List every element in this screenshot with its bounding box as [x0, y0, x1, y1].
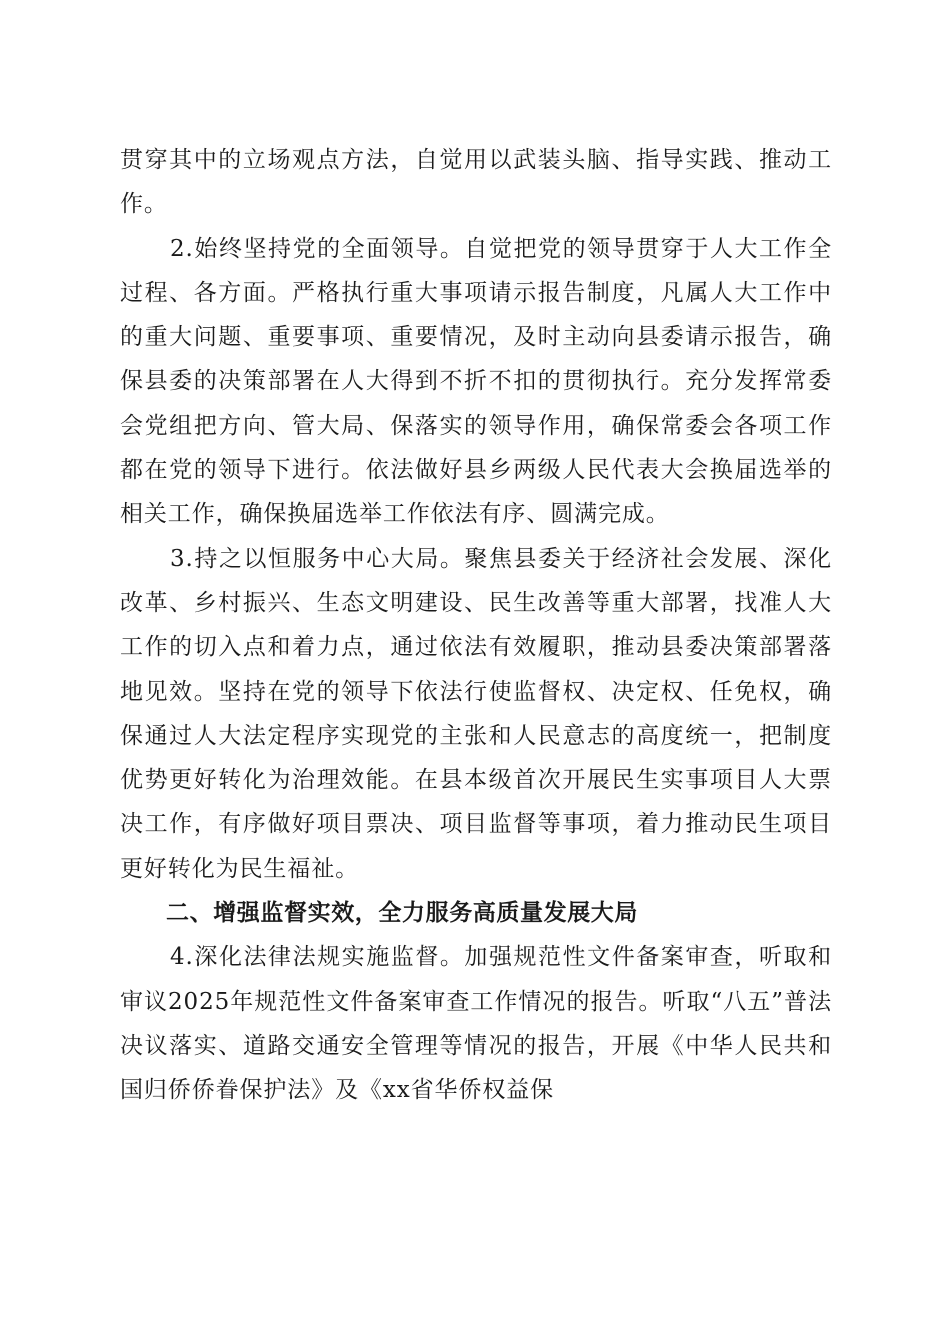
paragraph-item-3-serve-central-tasks: 3.持之以恒服务中心大局。聚焦县委关于经济社会发展、深化改革、乡村振兴、生态文明建设、民生改善等重大部署，找准人大工作的切入点和着力点，通过依法有效履职，推动县委决策部署落地见效。坚持在党的领导下依法行使监督权、决定权、任免权，确保通过人大法定程序实现党的主张和人民意志的高度统一，把制度优势更好转化为治理效能。在县本级首次开展民生实事项目人大票决工作，有序做好项目票决、项目监督等事项，着力推动民生项目更好转化为民生福祉。 [120, 545, 832, 882]
paragraph-item-2-party-leadership: 2.始终坚持党的全面领导。自觉把党的领导贯穿于人大工作全过程、各方面。严格执行重大事项请示报告制度，凡属人大工作中的重大问题、重要事项、重要情况，及时主动向县委请示报告，确保县委的决策部署在人大得到不折不扣的贯彻执行。充分发挥常委会党组把方向、管大局、保落实的领导作用，确保常委会各项工作都在党的领导下进行。依法做好县乡两级人民代表大会换届选举的相关工作，确保换届选举工作依法有序、圆满完成。 [120, 235, 832, 528]
document-body [120, 138, 832, 1113]
section-heading-2: 二、增强监督实效，全力服务高质量发展大局 [166, 900, 638, 927]
paragraph-item-4-law-supervision: 4.深化法律法规实施监督。加强规范性文件备案审查，听取和审议2025年规范性文件备案审查工作情况的报告。听取“八五”普法决议落实、道路交通安全管理等情况的报告，开展《中华人民共和国归侨侨眷保护法》及《xx省华侨权益保 [120, 944, 832, 1104]
paragraph-continuation: 贯穿其中的立场观点方法，自觉用以武装头脑、指导实践、推动工作。 [120, 147, 832, 218]
